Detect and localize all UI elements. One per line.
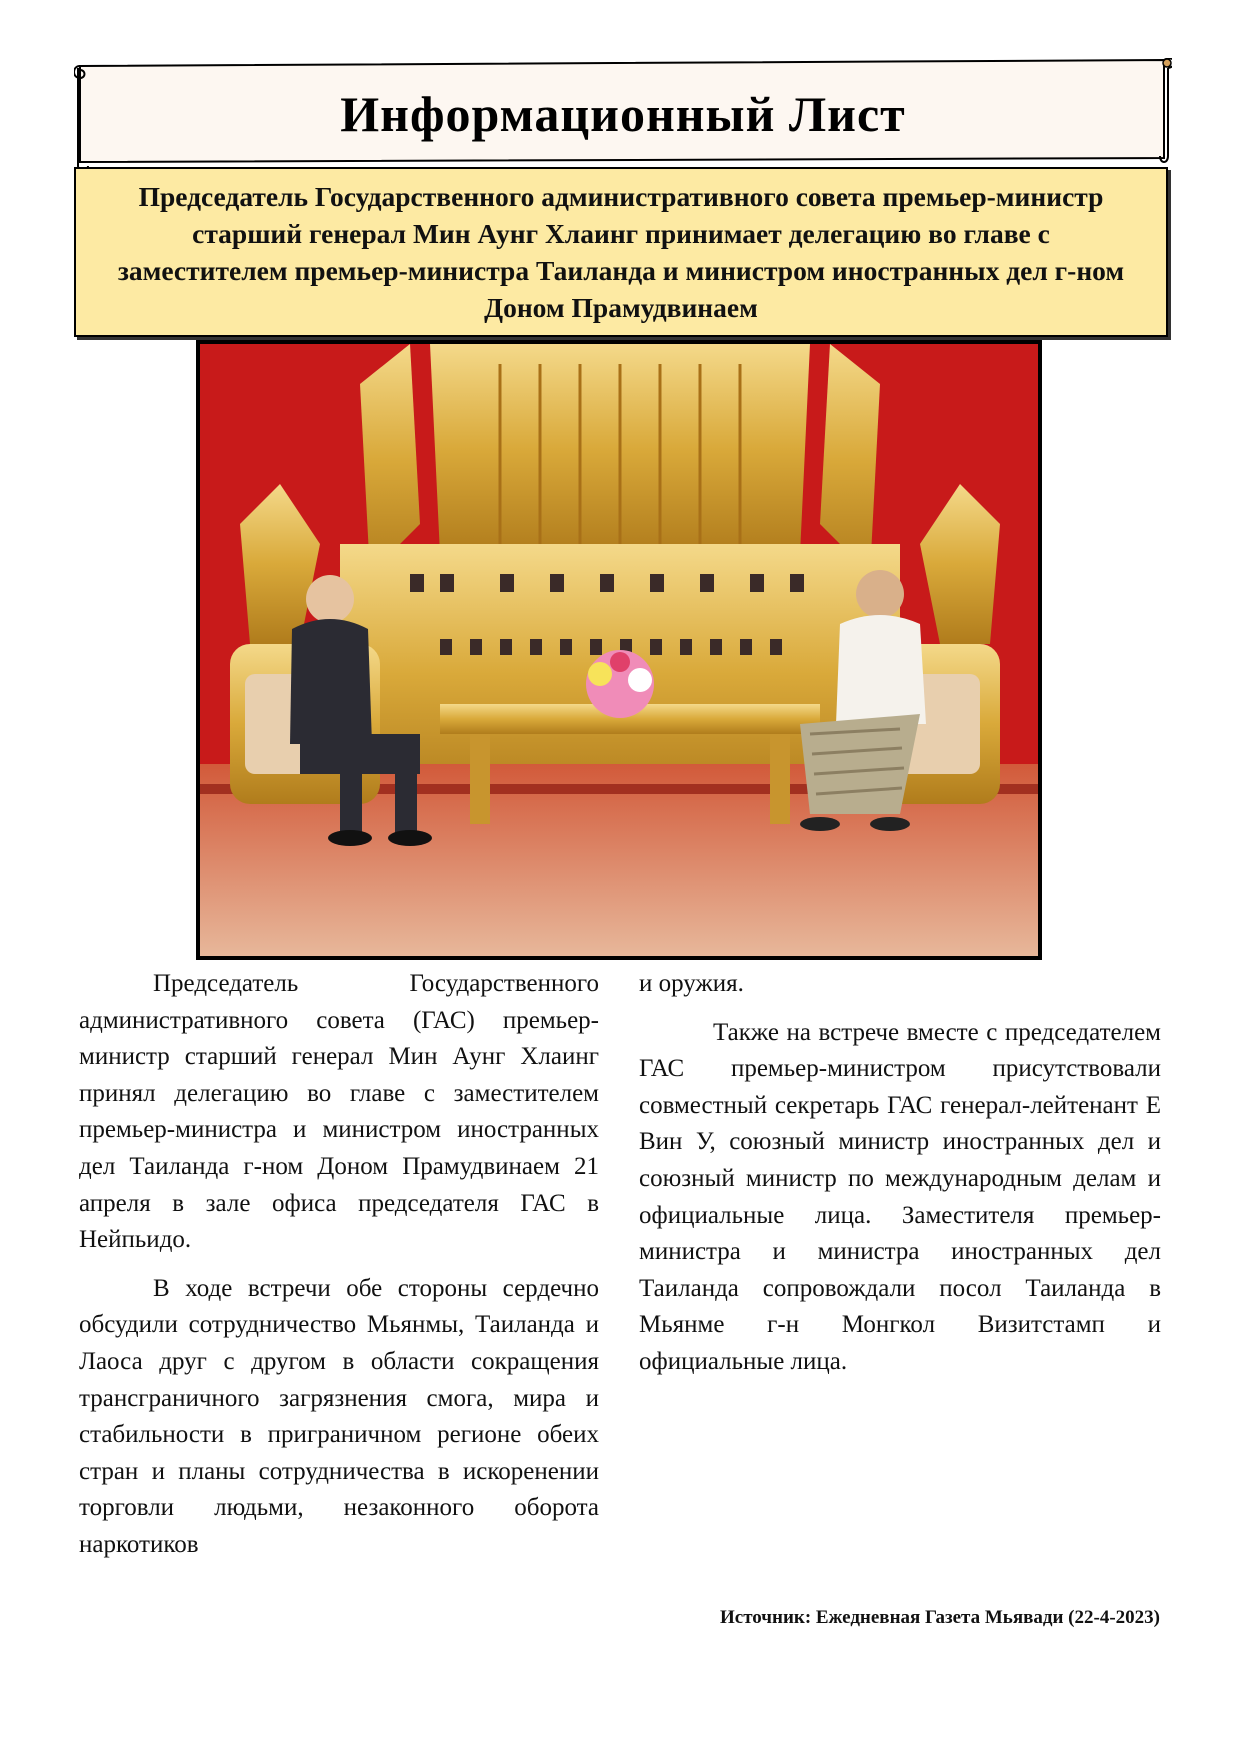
page-title: Информационный Лист: [340, 86, 906, 142]
article-paragraph: Также на встрече вместе с председателем ГАС премьер-министром присутствовали совместный секретарь ГАС генерал-лейтенант Е Вин У, союзный министр иностранных дел и союзный министр по международным делам и официальные лица. Заместителя премьер-министра и министра иностранных дел Таиланда сопровождали посол Таиланда в Мьянме г-н Монгкол Визитстамп и официальные лица.: [639, 1018, 1161, 1375]
source-credit: Источник: Ежедневная Газета Мьявади (22-4-2023): [720, 1607, 1160, 1628]
article-paragraph: В ходе встречи обе стороны сердечно обсудили сотрудничество Мьянмы, Таиланда и Лаоса друг с другом в области сокращения трансграничного загрязнения смога, мира и стабильности в приграничном регионе обеих стран и планы сотрудничества в искоренении торговли людьми, незаконного оборота наркотиков: [79, 1274, 599, 1558]
photo-meeting-icon: [200, 344, 1038, 956]
news-photo: [196, 340, 1042, 960]
article-paragraph: и оружия.: [639, 970, 744, 997]
title-scroll-banner: [74, 58, 1172, 170]
article-left-column: [79, 966, 599, 1576]
headline-box: [74, 167, 1168, 337]
headline-text: Председатель Государственного административного совета премьер-министр старший генерал Мин Аунг Хлаинг принимает делегацию во главе с заместителем премьер-министра Таиланда и министром иностранных дел г-ном Доном Прамудвинаем: [117, 181, 1125, 323]
article-paragraph: Председатель Государственного административного совета (ГАС) премьер-министр старший генерал Мин Аунг Хлаинг принял делегацию во главе с заместителем премьер-министра и министром иностранных дел Таиланда г-ном Доном Прамудвинаем 21 апреля в зале офиса председателя ГАС в Нейпьидо.: [79, 970, 599, 1254]
article-right-column: [639, 966, 1161, 1393]
